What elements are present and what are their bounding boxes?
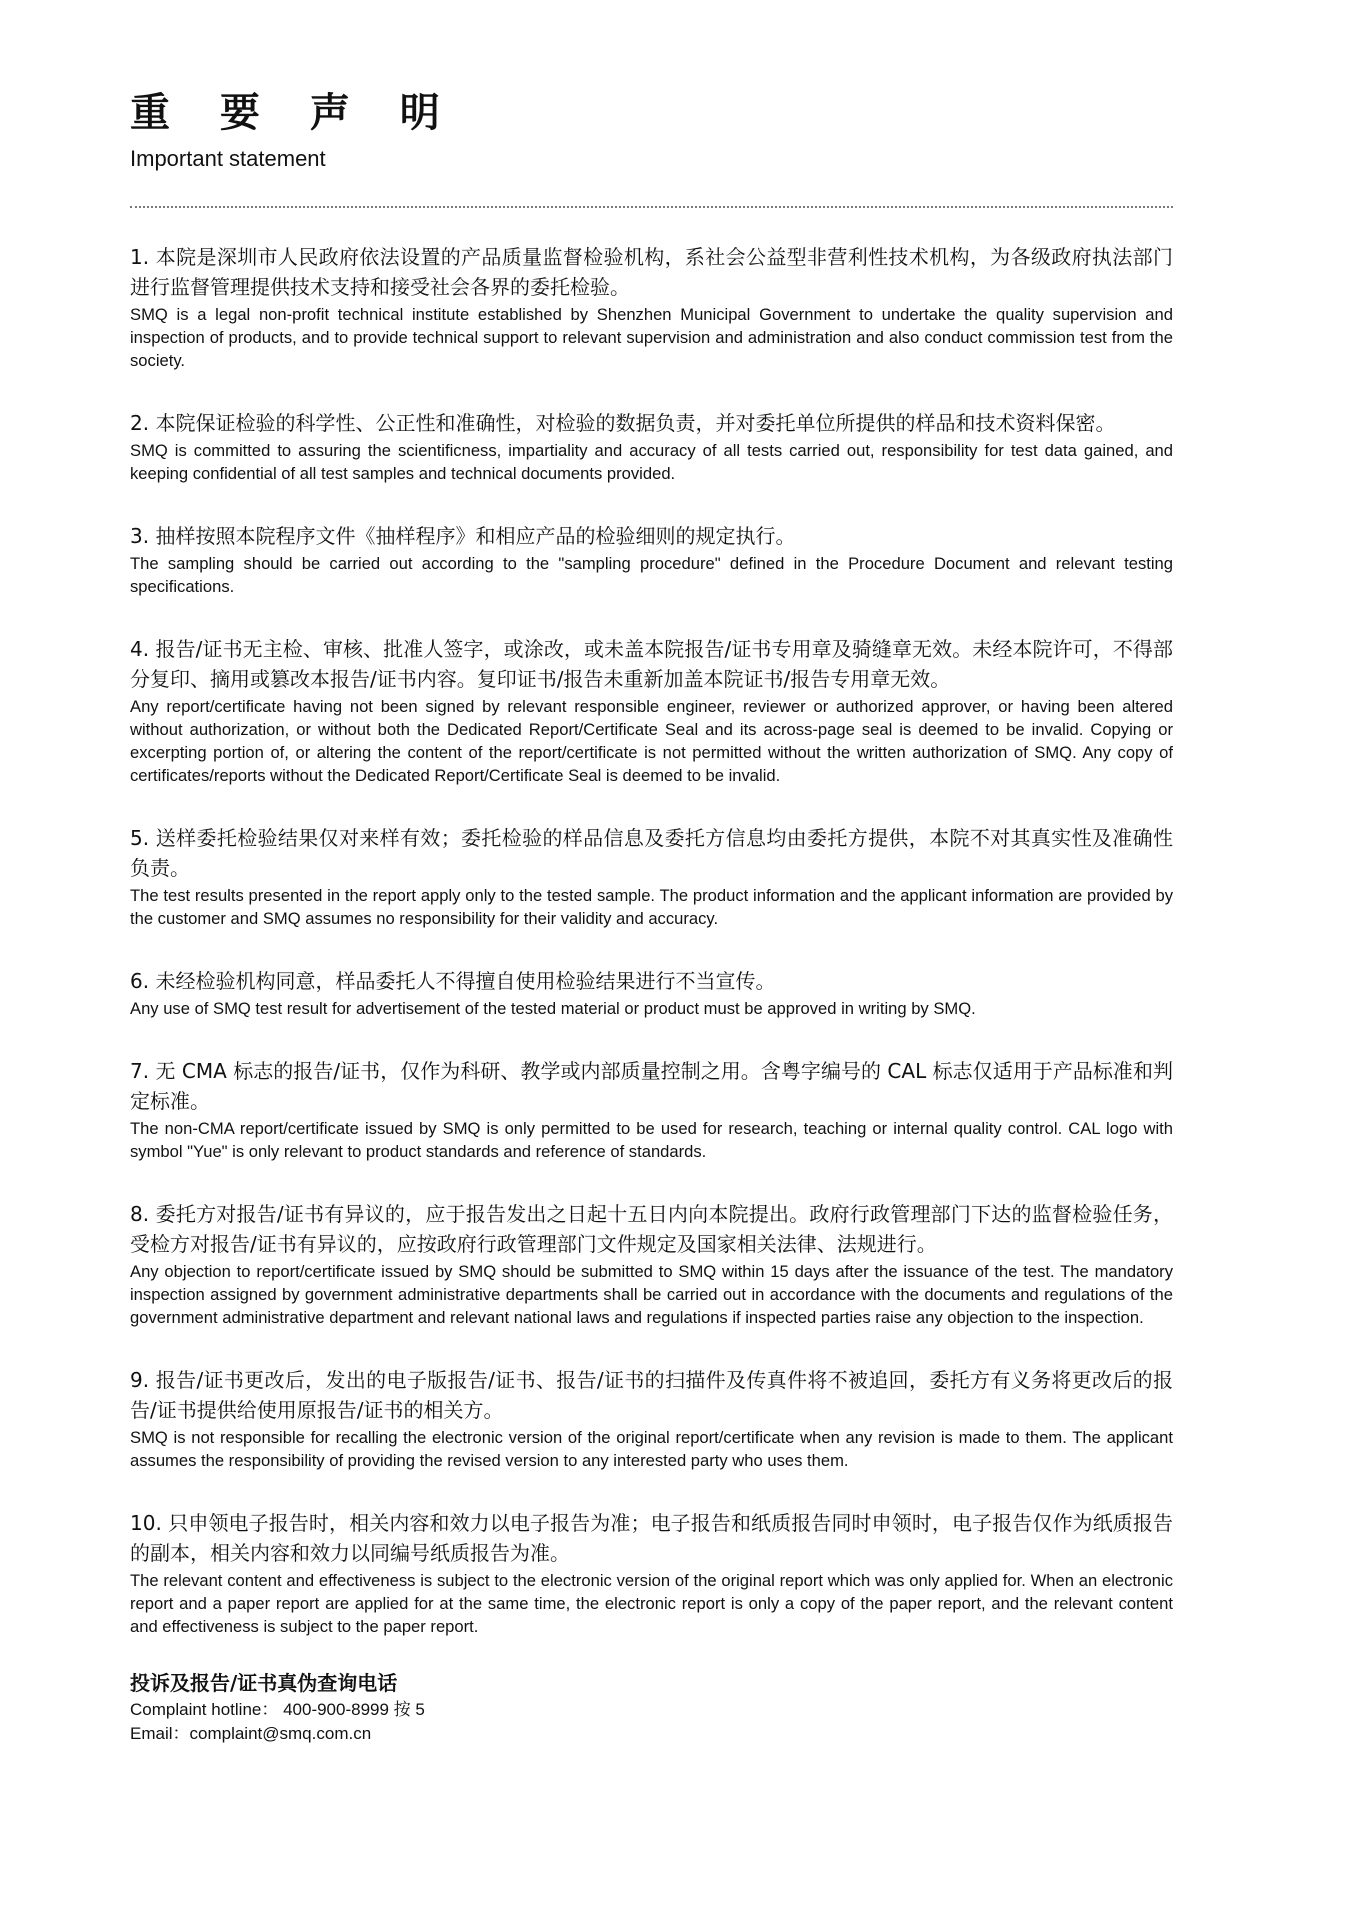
statement-chinese: 10. 只申领电子报告时，相关内容和效力以电子报告为准；电子报告和纸质报告同时申领时，电子报告仅作为纸质报告的副本，相关内容和效力以同编号纸质报告为准。 [130, 1511, 1173, 1565]
divider [130, 206, 1173, 208]
statement-chinese: 9. 报告/证书更改后，发出的电子版报告/证书、报告/证书的扫描件及传真件将不被追回，委托方有义务将更改后的报告/证书提供给使用原报告/证书的相关方。 [130, 1368, 1173, 1422]
statement-english: The test results presented in the report apply only to the tested sample. The product information and the applicant information are provided by the customer and SMQ assumes no responsibility for their validity and accuracy. [130, 886, 1173, 928]
page-subtitle: Important statement [130, 146, 326, 171]
statement-chinese: 2. 本院保证检验的科学性、公正性和准确性，对检验的数据负责，并对委托单位所提供的样品和技术资料保密。 [130, 411, 1116, 435]
statement-english: SMQ is committed to assuring the scientificness, impartiality and accuracy of all tests carried out, responsibility for test data gained, and keeping confidential of all test samples and technical documents provided. [130, 441, 1173, 483]
statement-chinese: 8. 委托方对报告/证书有异议的，应于报告发出之日起十五日内向本院提出。政府行政管理部门下达的监督检验任务，受检方对报告/证书有异议的，应按政府行政管理部门文件规定及国家相关法律、法规进行。 [130, 1202, 1173, 1256]
statement-english: SMQ is not responsible for recalling the electronic version of the original report/certificate when any revision is made to them. The applicant assumes the responsibility of providing the revised version to any interested party who uses them. [130, 1428, 1173, 1470]
statement-item [130, 1056, 1173, 1163]
statement-chinese: 6. 未经检验机构同意，样品委托人不得擅自使用检验结果进行不当宣传。 [130, 969, 776, 993]
statement-english: SMQ is a legal non-profit technical institute established by Shenzhen Municipal Government to undertake the quality supervision and inspection of products, and to provide technical support to relevant supervision and administration and also conduct commission test from the society. [130, 305, 1173, 370]
statement-item [130, 966, 1173, 1020]
statement-item [130, 521, 1173, 598]
contact-section [130, 1668, 1173, 1746]
statement-english: The non-CMA report/certificate issued by SMQ is only permitted to be used for research, teaching or internal quality control. CAL logo with symbol "Yue" is only relevant to product standards and reference of standards. [130, 1119, 1173, 1161]
complaint-email: Email：complaint@smq.com.cn [130, 1724, 372, 1743]
statement-item [130, 823, 1173, 930]
statement-chinese: 7. 无 CMA 标志的报告/证书，仅作为科研、教学或内部质量控制之用。含粤字编号的 CAL 标志仅适用于产品标准和判定标准。 [130, 1059, 1173, 1113]
statement-english: The relevant content and effectiveness is subject to the electronic version of the original report which was only applied for. When an electronic report and a paper report are applied for at the same time, the electronic report is only a copy of the paper report, and the relevant content and effectiveness is subject to the paper report. [130, 1571, 1173, 1636]
statement-list [130, 242, 1173, 1638]
statement-english: Any report/certificate having not been signed by relevant responsible engineer, reviewer or authorized approver, or having been altered without authorization, or without both the Dedicated Report/Certificate Seal and its across-page seal is deemed to be invalid. Copying or excerpting portion of, or altering the content of the report/certificate is not permitted without the written authorization of SMQ. Any copy of certificates/reports without the Dedicated Report/Certificate Seal is deemed to be invalid. [130, 697, 1173, 785]
statement-item [130, 634, 1173, 787]
statement-chinese: 4. 报告/证书无主检、审核、批准人签字，或涂改，或未盖本院报告/证书专用章及骑缝章无效。未经本院许可，不得部分复印、摘用或篡改本报告/证书内容。复印证书/报告未重新加盖本院证书/报告专用章无效。 [130, 637, 1173, 691]
statement-item [130, 408, 1173, 485]
contact-title: 投诉及报告/证书真伪查询电话 [130, 1671, 398, 1695]
important-statement-page [130, 88, 1173, 1746]
statement-item [130, 1365, 1173, 1472]
statement-chinese: 1. 本院是深圳市人民政府依法设置的产品质量监督检验机构，系社会公益型非营利性技术机构，为各级政府执法部门进行监督管理提供技术支持和接受社会各界的委托检验。 [130, 245, 1173, 299]
statement-chinese: 5. 送样委托检验结果仅对来样有效；委托检验的样品信息及委托方信息均由委托方提供，本院不对其真实性及准确性负责。 [130, 826, 1173, 880]
statement-english: The sampling should be carried out according to the "sampling procedure" defined in the Procedure Document and relevant testing specifications. [130, 554, 1173, 596]
statement-item [130, 1199, 1173, 1329]
statement-item [130, 1508, 1173, 1638]
statement-chinese: 3. 抽样按照本院程序文件《抽样程序》和相应产品的检验细则的规定执行。 [130, 524, 796, 548]
page-title: 重 要 声 明 [130, 90, 458, 136]
statement-english: Any use of SMQ test result for advertisement of the tested material or product must be approved in writing by SMQ. [130, 999, 976, 1018]
complaint-hotline: Complaint hotline： 400-900-8999 按 5 [130, 1700, 425, 1719]
statement-english: Any objection to report/certificate issued by SMQ should be submitted to SMQ within 15 days after the issuance of the test. The mandatory inspection assigned by government administrative departments shall be carried out in accordance with the documents and regulations of the government administrative department and relevant national laws and regulations if inspected parties raise any objection to the inspection. [130, 1262, 1173, 1327]
statement-item [130, 242, 1173, 372]
